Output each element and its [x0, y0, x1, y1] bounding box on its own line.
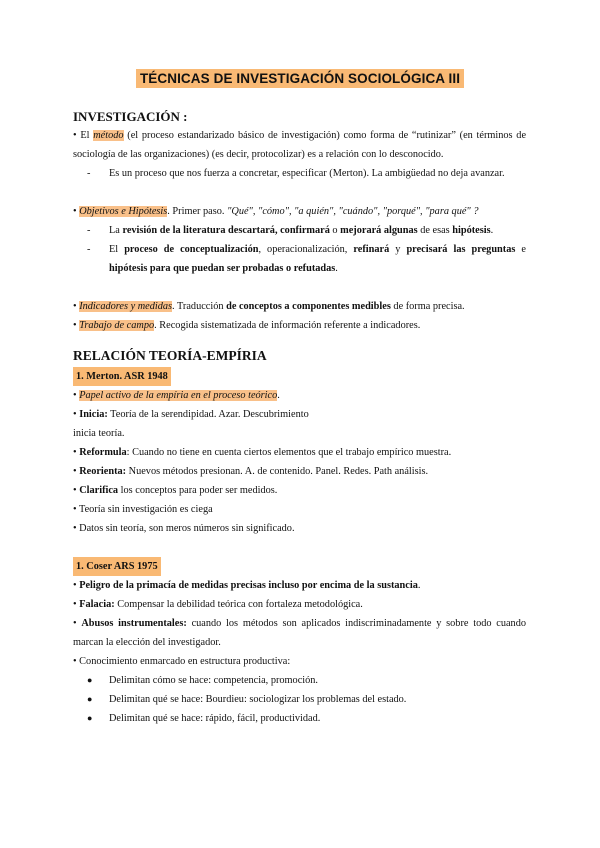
highlight-objetivos: Objetivos e Hipótesis [79, 206, 168, 217]
coser-item-conocimiento: • Conocimiento enmarcado en estructura productiva: [73, 656, 291, 667]
paragraph-objetivos: • Objetivos e Hipótesis. Primer paso. "Qué", "cómo", "a quién", "cuándo", "porqué", "para qué" ? [73, 206, 479, 217]
merton-item-inicia-cont: inicia teoría. [73, 428, 125, 439]
paragraph-trabajo-campo: • Trabajo de campo. Recogida sistematizada de información referente a indicadores. [73, 320, 421, 331]
merton-label-wrap [73, 367, 526, 386]
highlight-papel-activo: Papel activo de la empíria en el proceso teórico [79, 390, 278, 401]
merton-item-reformula: • Reformula: Cuando no tiene en cuenta ciertos elementos que el trabajo empírico muestra. [73, 447, 452, 458]
section-heading-investigacion: INVESTIGACIÓN : [73, 109, 188, 124]
document-body [73, 107, 526, 728]
sub-item-proceso: - Es un proceso que nos fuerza a concretar, especificar (Merton). La ambigüedad no deja avanzar. [87, 168, 505, 179]
coser-item-abusos: • Abusos instrumentales: cuando los métodos son aplicados indiscriminadamente y sobre todo cuando marcan la elección del investigador. [73, 618, 527, 648]
coser-label: 1. Coser ARS 1975 [73, 557, 161, 576]
merton-item-clarifica: • Clarifica los conceptos para poder ser medidos. [73, 485, 278, 496]
coser-bullet-1: ● Delimitan cómo se hace: competencia, promoción. [73, 671, 526, 690]
document-title-wrap [0, 70, 600, 88]
coser-bullet-3: ● Delimitan qué se hace: rápido, fácil, productividad. [73, 709, 526, 728]
merton-item-inicia: • Inicia: Teoría de la serendipidad. Azar. Descubrimiento [73, 409, 309, 420]
merton-label: 1. Merton. ASR 1948 [73, 367, 171, 386]
paragraph-indicadores: • Indicadores y medidas. Traducción de conceptos a componentes medibles de forma precisa. [73, 301, 465, 312]
paragraph-metodo: • El método (el proceso estandarizado básico de investigación) como forma de “rutinizar” (en términos de sociología de las organizaciones) (es decir, protocolizar) es a relación con lo desconocido. [73, 130, 527, 160]
merton-item-teoria: • Teoría sin investigación es ciega [73, 504, 213, 515]
merton-item-papel: • Papel activo de la empíria en el proceso teórico. [73, 390, 280, 401]
bullet-icon: ● [87, 713, 93, 723]
highlight-indicadores: Indicadores y medidas [79, 301, 173, 312]
coser-label-wrap [73, 557, 526, 576]
sub-item-conceptualizacion: - El proceso de conceptualización, operacionalización, refinará y precisará las preguntas e hipótesis para que puedan ser probadas o refutadas. [87, 244, 526, 274]
merton-item-reorienta: • Reorienta: Nuevos métodos presionan. A. de contenido. Panel. Redes. Path análisis. [73, 466, 429, 477]
bullet-icon: ● [87, 675, 93, 685]
coser-item-peligro: • Peligro de la primacía de medidas precisas incluso por encima de la sustancia. [73, 580, 421, 591]
sub-item-revision: - La revisión de la literatura descartará, confirmará o mejorará algunas de esas hipótesis. [87, 225, 494, 236]
highlight-metodo: método [93, 130, 124, 141]
section-heading-relacion: RELACIÓN TEORÍA-EMPÍRIA [73, 348, 267, 363]
merton-item-datos: • Datos sin teoría, son meros números sin significado. [73, 523, 295, 534]
document-title: TÉCNICAS DE INVESTIGACIÓN SOCIOLÓGICA III [136, 69, 464, 88]
highlight-trabajo-campo: Trabajo de campo [79, 320, 155, 331]
coser-item-falacia: • Falacia: Compensar la debilidad teórica con fortaleza metodológica. [73, 599, 363, 610]
bullet-icon: ● [87, 694, 93, 704]
coser-bullet-2: ● Delimitan qué se hace: Bourdieu: sociologizar los problemas del estado. [73, 690, 526, 709]
